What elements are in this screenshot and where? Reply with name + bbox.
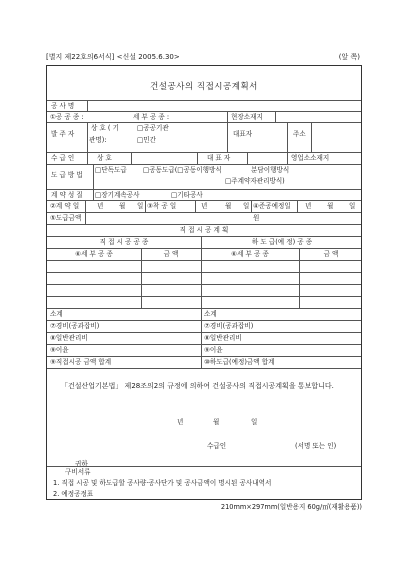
attach-item-2: 2. 예정공정표 [53,490,94,498]
main-contract-checkbox[interactable]: □주계약자관리방식) [225,177,285,185]
label-project: 공 사 명 [51,102,75,110]
divider [47,100,361,101]
long-term-checkbox[interactable]: □장기계속공사 [95,191,140,199]
label-sub-type: 세 부 공 종 : [133,113,170,121]
single-checkbox[interactable]: □단독도급 [95,166,127,174]
label-sub-method: 도 급 방 법 [51,171,83,179]
page-side: (앞 쪽) [338,53,360,61]
label-contract: 계 약 성 질 [51,191,83,199]
notice-text: 「건설산업기본법」 제28조의2의 규정에 의하여 건설공사의 직접시공계획을 통보합니다. [61,382,334,390]
joint-checkbox[interactable]: □공동도급(□공동이행방식 [143,166,222,174]
form-header [46,52,370,64]
sign-note: (서명 또는 인) [295,442,337,450]
label-amount: ⑤도급금액 [50,214,82,222]
recipient: 귀하 [75,460,88,468]
attach-item-1: 1. 직접 시공 및 하도급할 공사량·공사단가 및 공사금액이 명시된 공사내역서 [53,479,272,487]
public-checkbox[interactable]: □공공기관 [137,124,169,132]
etc-checkbox[interactable]: □기타공사 [171,191,203,199]
label-client: 발 주 자 [51,130,75,138]
form-number: [별지 제22호의6서식] <신설 2005.6.30> [46,53,180,61]
label-site: 현장소재지 [231,113,263,121]
attach-title: 구비서류 [65,468,91,476]
paper-size: 210mm×297mm(일반용지 60g/㎡(재활용품)) [220,503,362,511]
form-box: 건설공사의 직접시공계획서 공 사 명 ①공 공 종 : 세 부 공 종 : 현장소재지 발 주 자 상 호 ( 기 관명): □공공기관 □민간 대표자 주소 수 급 인 상 호 대 표 자 영업소소재지 도 급 방 법 □단독도급 □공동도급(□공동이행방식 분담이행방식 □주계약자관리방식) 계 약 성 질 □장기계속공사 □기타공사 ②계 약 일 년 월 일 ③착 공 일 년 월 일 ④준공예정일 년 월 일 ⑤도급금액 원 직 접 시 공 계 획 직 접 시 공 공 종 하 도 급(예 정) 공 종 ⑥세 부 공 종 금 액 ⑥세 부 공 종 금 액 소계 소계 ⑦경비(공과잡비) ⑦경비(공과잡비) ⑧일반관리비 ⑧일반관리비 ⑨이윤 ⑨이윤 ⑨직접시공 금액 합계 ⑩하도급(예정)금액 합계 「건설산업기본법」 제28조의2의 규정에 의하여 건설공사의 직접시공계획을 통보합니다. 년 월 일 수급인 (서명 또는 인) 귀하 구비서류 1. 직접 시공 및 하도급할 공사량·공사단가 및 공사금액이 명시된 공사내역서 2. 예정공정표 [46,65,362,500]
label-contractor: 수 급 인 [51,154,75,162]
label-work-type: ①공 공 종 : [50,113,84,121]
form-title: 건설공사의 직접시공계획서 [150,82,258,92]
signer-label: 수급인 [207,442,227,450]
plan-heading: 직 접 시 공 계 획 [179,226,229,234]
private-checkbox[interactable]: □민간 [137,136,156,144]
